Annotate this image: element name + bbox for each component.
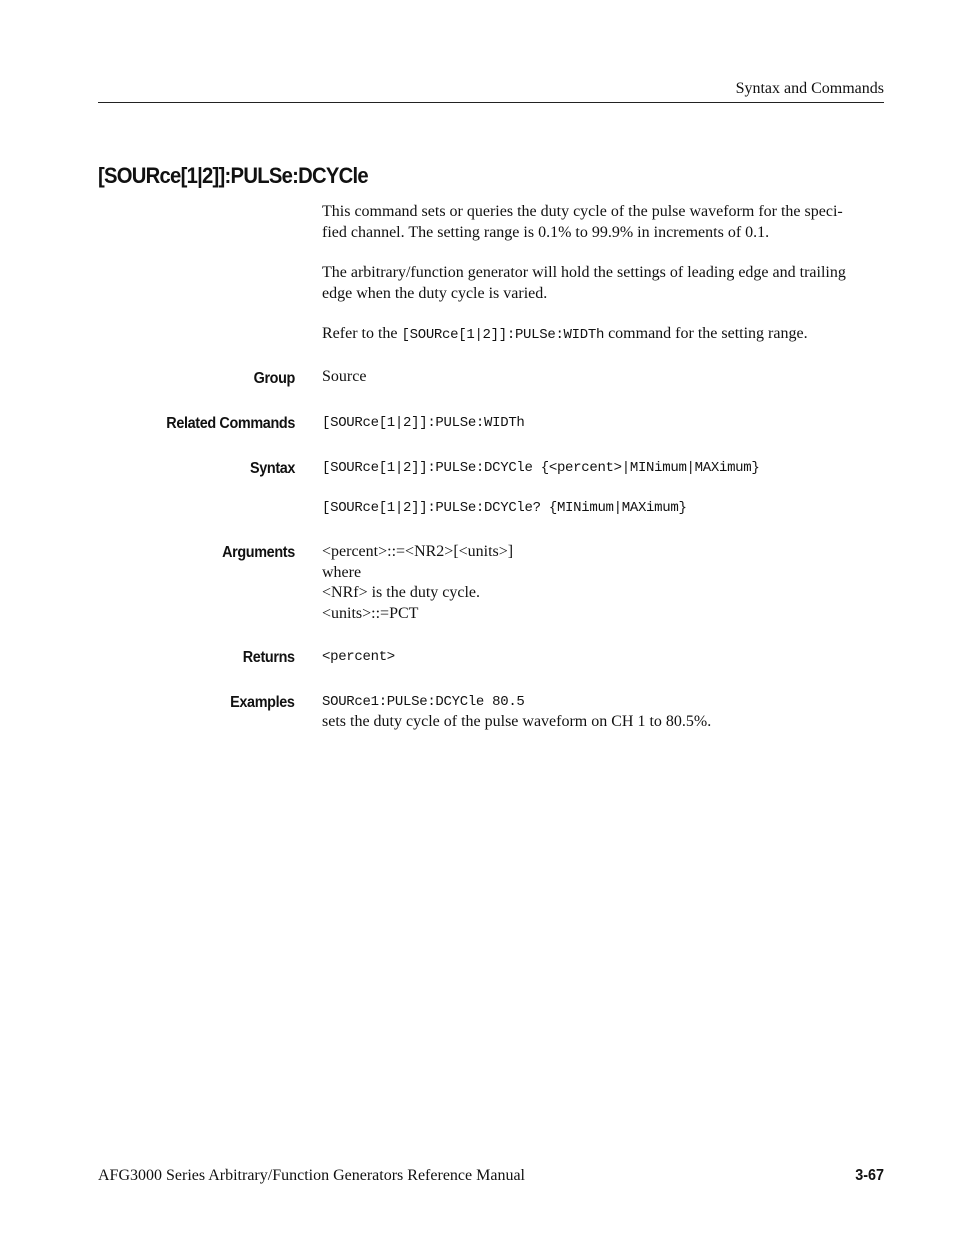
arguments-line: <units>::=PCT	[322, 604, 419, 622]
description-line: fied channel. The setting range is 0.1% to 99.9% in increments of 0.1.	[322, 223, 770, 241]
header-rule	[98, 102, 884, 103]
group-label: Group	[253, 370, 295, 387]
description-line: The arbitrary/function generator will hold the settings of leading edge and trailing	[322, 264, 846, 281]
running-head: Syntax and Commands	[735, 80, 884, 97]
description-line: edge when the duty cycle is varied.	[322, 284, 548, 302]
refer-command-code: [SOURce[1|2]]:PULSe:WIDTh	[401, 327, 605, 343]
related-commands-value: [SOURce[1|2]]:PULSe:WIDTh	[322, 415, 525, 431]
description-paragraph-3	[322, 324, 892, 346]
returns-label: Returns	[243, 649, 295, 666]
description-line: This command sets or queries the duty cycle of the pulse waveform for the speci-	[322, 203, 843, 220]
examples-label: Examples	[230, 694, 295, 711]
syntax-line-2: [SOURce[1|2]]:PULSe:DCYCle? {MINimum|MAXimum}	[322, 500, 687, 516]
arguments-block	[322, 542, 513, 624]
arguments-line: <percent>::=<NR2>[<units>]	[322, 543, 514, 560]
returns-value: <percent>	[322, 649, 395, 665]
description-paragraph-1	[322, 202, 892, 243]
footer-page-number: 3-67	[855, 1167, 884, 1184]
refer-text-before: Refer to the	[322, 325, 402, 342]
syntax-label: Syntax	[249, 460, 295, 477]
related-commands-label: Related Commands	[166, 415, 295, 432]
example-code: SOURce1:PULSe:DCYCle 80.5	[322, 694, 525, 710]
description-paragraph-2	[322, 263, 892, 304]
description-line	[322, 324, 892, 346]
arguments-line: where	[322, 563, 362, 581]
refer-text-after: command for the setting range.	[604, 325, 808, 342]
command-title: [SOURce[1|2]]:PULSe:DCYCle	[98, 163, 368, 188]
example-description: sets the duty cycle of the pulse waveform on CH 1 to 80.5%.	[322, 713, 712, 730]
arguments-line: <NRf> is the duty cycle.	[322, 584, 481, 601]
footer-manual-title: AFG3000 Series Arbitrary/Function Generators Reference Manual	[98, 1167, 525, 1184]
group-value: Source	[322, 368, 367, 385]
arguments-label: Arguments	[222, 544, 295, 561]
syntax-line-1: [SOURce[1|2]]:PULSe:DCYCle {<percent>|MINimum|MAXimum}	[322, 460, 760, 476]
